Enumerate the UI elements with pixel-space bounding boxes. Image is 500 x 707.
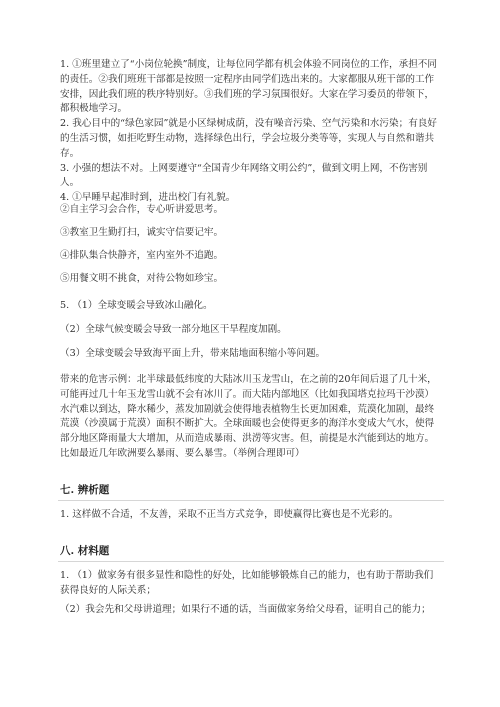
answer-4-item-2-block	[60, 203, 442, 218]
answer-5-item-1: 5. （1）全球变暖会导致冰山融化。	[60, 300, 213, 311]
section-7-block	[60, 508, 442, 523]
answer-4-item-4-block	[60, 249, 442, 264]
answer-4-item-3: ③教室卫生勤打扫，诚实守信要记牢。	[60, 227, 224, 238]
answer-5-item-2: （2）全球气候变暖会导致一部分地区干旱程度加剧。	[60, 324, 287, 335]
answer-5-item-1-block	[60, 299, 442, 314]
answer-4-item-5-block	[60, 272, 442, 287]
answer-1: 1. ①班里建立了“小岗位轮换”制度，让每位同学都有机会体验不同岗位的工作，承担不同的责任。②我们班班干部都是按照一定程序由同学们选出来的。大家都服从班干部的工作安排，因此我们班的秩序特别好。③我们班的学习氛围很好。大家在学习委员的带领下，都积极地学习。	[60, 59, 437, 115]
answer-3: 3. 小强的想法不对。上网要遵守“全国青少年网络文明公约”，做到文明上网，不伤害别人。	[60, 162, 428, 189]
answer-5-example-block	[60, 373, 442, 462]
section-8-block-1	[60, 569, 442, 599]
section-8-answer-1-2: （2）我会先和父母讲道理；如果行不通的话，当面做家务给父母看，证明自己的能力；	[60, 604, 431, 615]
answer-4-item-3-block	[60, 226, 442, 241]
section-7-answer-1: 1. 这样做不合适，不友善，采取不正当方式竞争，即使赢得比赛也是不光彩的。	[60, 509, 399, 520]
section-8-divider	[58, 561, 444, 562]
answer-4-item-5: ⑤用餐文明不挑食，对待公物如珍宝。	[60, 273, 224, 284]
answer-4-item-4: ④排队集合快静齐，室内室外不追跑。	[60, 250, 224, 261]
answer-2: 2. 我心目中的“绿色家园”就是小区绿树成荫，没有噪音污染、空气污染和水污染；有良好的生活习惯，如拒吃野生动物，选择绿色出行，学会垃圾分类等等，实现人与自然和谐共存。	[60, 118, 437, 159]
section-8-title: 八. 材料题	[60, 545, 110, 557]
answer-5-item-3-block	[60, 347, 442, 362]
section-7-title: 七. 辨析题	[60, 484, 110, 496]
answer-5-item-3: （3）全球变暖会导致海平面上升，带来陆地面积缩小等问题。	[60, 348, 326, 359]
answer-4-item-2: ②自主学习会合作，专心听讲爱思考。	[60, 204, 224, 215]
section-7-divider	[58, 500, 444, 501]
answer-block	[60, 58, 442, 206]
section-8-answer-1-1: 1. （1）做家务有很多显性和隐性的好处，比如能够锻炼自己的能力，也有助于帮助我们获得良好的人际关系；	[60, 570, 434, 596]
answer-5-example: 带来的危害示例：北半球最低纬度的大陆冰川玉龙雪山，在之前的20年间后退了几十米，可能再过几十年玉龙雪山就不会有冰川了。而大陆内部地区（比如我国塔克拉玛干沙漠）水汽难以到达，降水稀少，蒸发加剧就会使得地表植物生长更加困难，荒漠化加剧，最终荒漠（沙漠属于荒漠）面积不断扩大。全球面暖也会使得更多的海洋水变成大气水，使得部分地区降雨量大大增加，从而造成暴雨、洪涝等灾害。但，前提是水汽能到达的地方。比如最近几年欧洲要么暴雨、要么暴雪。（举例合理即可）	[60, 374, 437, 459]
answer-4-item-1: 4. ①早睡早起准时到，进出校门有礼貌。	[60, 192, 236, 204]
section-8-block-2	[60, 603, 442, 618]
answer-5-item-2-block	[60, 323, 442, 338]
